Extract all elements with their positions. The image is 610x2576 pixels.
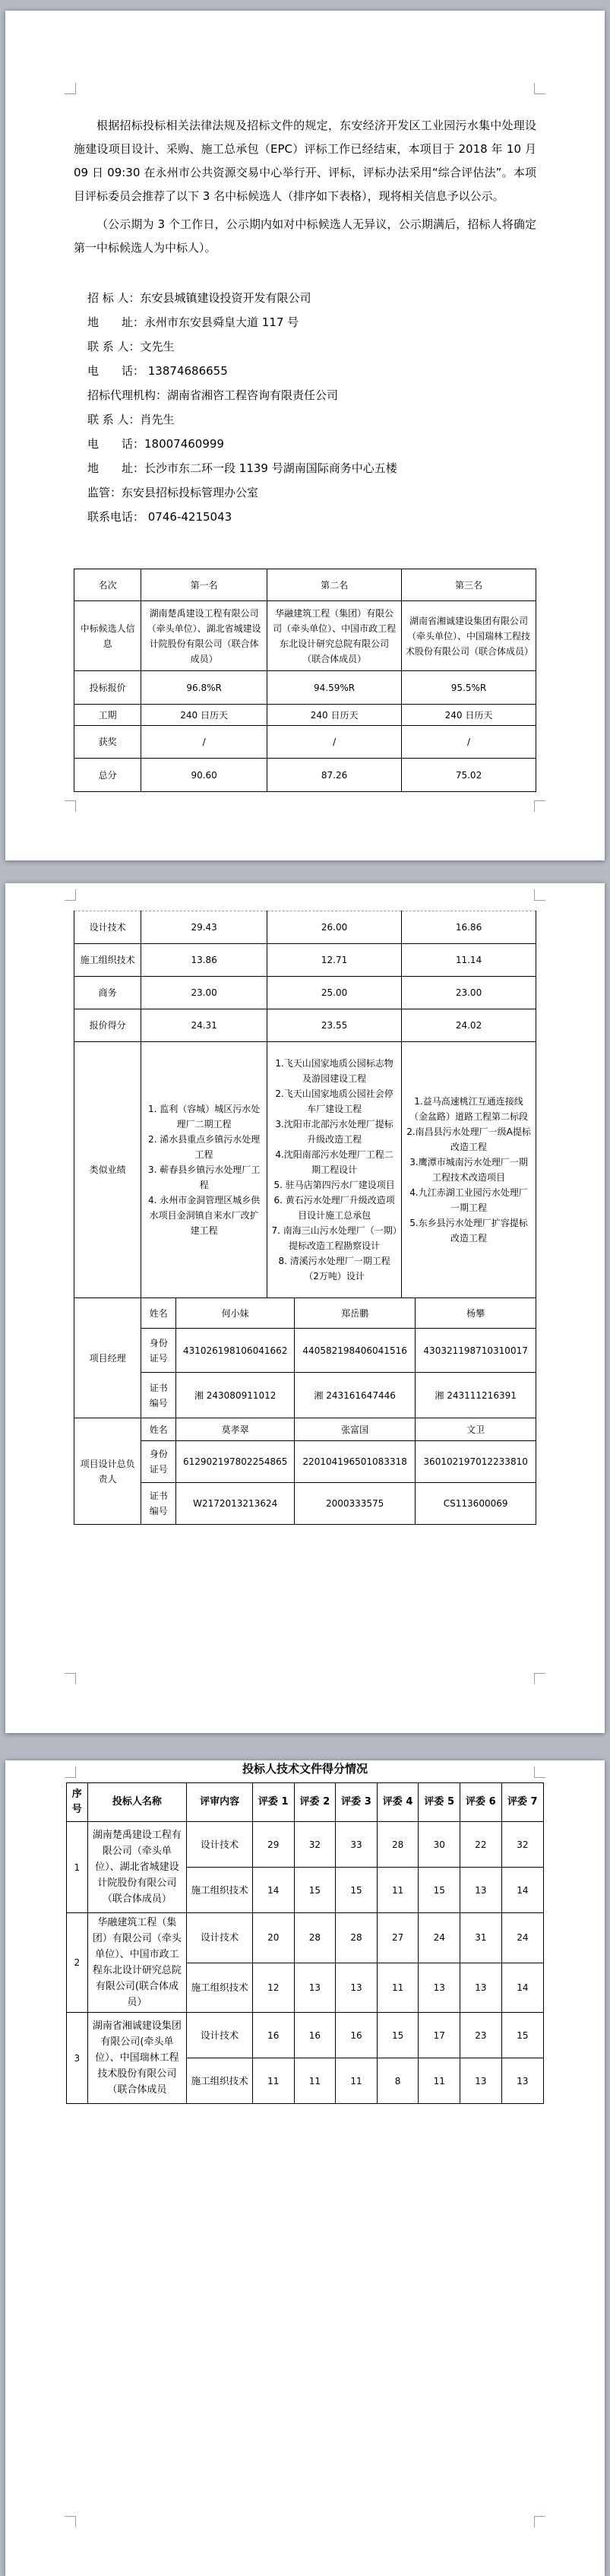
contact-line-phone: 电 话： 13874686655 bbox=[87, 364, 228, 378]
manager-id-3: 430321198710310017 bbox=[416, 1329, 536, 1373]
page-3[interactable] bbox=[5, 1760, 605, 2576]
price-score-2: 23.55 bbox=[267, 1009, 402, 1042]
commerce-1: 23.00 bbox=[141, 977, 267, 1009]
duration-1: 240 日历天 bbox=[141, 705, 267, 726]
performance-item: 1.益马高速桃江互通连接线（金盆路）道路工程第二标段 bbox=[409, 1096, 529, 1122]
performance-item: 7. 南海三山污水处理厂（一期）提标改造工程勘察设计 bbox=[271, 1225, 397, 1251]
contact-line-person: 联 系 人：文先生 bbox=[87, 340, 175, 353]
criteria-construction: 施工组织技术 bbox=[187, 1963, 253, 2013]
score-cell: 28 bbox=[336, 1913, 378, 1963]
sub-label-name: 姓名 bbox=[141, 1418, 176, 1441]
margin-crop-mark bbox=[534, 1673, 545, 1684]
score-cell: 32 bbox=[501, 1822, 543, 1868]
designer-cert-1: W2172013213624 bbox=[176, 1483, 295, 1525]
awards-3: / bbox=[402, 726, 536, 759]
score-cell: 13 bbox=[460, 1868, 502, 1913]
candidate-1-name: 湖南楚禹建设工程有限公司（牵头单位）、湖北省城建设计院股份有限公司（联合体成员） bbox=[141, 601, 267, 671]
construction-tech-1: 13.86 bbox=[141, 944, 267, 977]
row-label-total-score: 总分 bbox=[74, 759, 141, 792]
bid-price-3: 95.5%R bbox=[402, 671, 536, 705]
personnel-table bbox=[74, 1298, 536, 1525]
sub-label-name: 姓名 bbox=[141, 1298, 176, 1329]
manager-id-2: 440582198406041516 bbox=[295, 1329, 416, 1373]
contact-line-address: 地 址：永州市东安县舜皇大道 117 号 bbox=[87, 315, 299, 329]
criteria-design: 设计技术 bbox=[187, 1913, 253, 1963]
manager-cert-2: 湘 243161647446 bbox=[295, 1373, 416, 1418]
col-header-judge-6: 评委 6 bbox=[460, 1783, 502, 1822]
page-2-content bbox=[5, 883, 605, 1525]
row-label-chief-designer: 项目设计总负责人 bbox=[74, 1418, 141, 1525]
performance-item: 2. 浠水县重点乡镇污水处理工程 bbox=[148, 1134, 261, 1160]
manager-cert-3: 湘 243111216391 bbox=[416, 1373, 536, 1418]
manager-name-3: 杨攀 bbox=[416, 1298, 536, 1329]
score-cell: 12 bbox=[252, 1963, 294, 2013]
score-cell: 27 bbox=[377, 1913, 419, 1963]
score-cell: 16 bbox=[336, 2013, 378, 2058]
manager-id-1: 431026198106041662 bbox=[176, 1329, 295, 1373]
score-cell: 11 bbox=[252, 2058, 294, 2104]
performance-item: 3. 蕲春县乡镇污水处理厂工程 bbox=[148, 1164, 261, 1190]
performance-list-2 bbox=[267, 1042, 402, 1298]
row-label-construction-tech: 施工组织技术 bbox=[74, 944, 141, 977]
candidates-table bbox=[74, 569, 536, 792]
score-cell: 11 bbox=[336, 2058, 378, 2104]
price-score-3: 24.02 bbox=[402, 1009, 536, 1042]
bidder-3-name: 湖南省湘诚建设集团有限公司(牵头单位）、中国瑞林工程技术股份有限公司（联合体成员 bbox=[87, 2013, 187, 2104]
score-cell: 14 bbox=[501, 1963, 543, 2013]
performance-item: 4.九江赤湖工业园污水处理厂一期工程 bbox=[409, 1187, 528, 1213]
score-cell: 13 bbox=[419, 1963, 460, 2013]
margin-crop-mark bbox=[65, 2516, 76, 2527]
design-tech-3: 16.86 bbox=[402, 911, 536, 944]
score-cell: 24 bbox=[501, 1913, 543, 1963]
score-cell: 11 bbox=[377, 1963, 419, 2013]
duration-3: 240 日历天 bbox=[402, 705, 536, 726]
manager-name-2: 郑岳鹏 bbox=[295, 1298, 416, 1329]
score-cell: 17 bbox=[419, 2013, 460, 2058]
performance-item: 2.飞天山国家地质公园社会停车厂建设工程 bbox=[275, 1088, 393, 1114]
score-cell: 28 bbox=[294, 1913, 336, 1963]
margin-crop-mark bbox=[534, 800, 545, 812]
performance-list-1 bbox=[141, 1042, 267, 1298]
page-1-content bbox=[5, 11, 605, 792]
contact-line-agency: 招标代理机构：湖南省湘咨工程咨询有限责任公司 bbox=[87, 388, 339, 402]
performance-item: 3.鹰潭市城南污水处理厂一期工程技术改造项目 bbox=[409, 1157, 528, 1183]
score-cell: 13 bbox=[501, 2058, 543, 2104]
score-cell: 15 bbox=[336, 1868, 378, 1913]
notice-paragraph: 根据招标投标相关法律法规及招标文件的规定，东安经济开发区工业园污水集中处理设施建设项目设计、采购、施工总承包（EPC）评标工作已经结束，本项目于 2018 年 10 月 09 日 09:30 在永州市公共资源交易中心举行开、评标，评标办法采用“综合评估法”。本项目评标委员会推荐了以下 3 名中标候选人（排序如下表格），现将相关信息予以公示。 bbox=[74, 119, 536, 203]
candidate-2-name: 华融建筑工程（集团）有限公司（牵头单位）、中国市政工程东北设计研究总院有限公司（联合体成员） bbox=[267, 601, 402, 671]
construction-tech-3: 11.14 bbox=[402, 944, 536, 977]
score-cell: 15 bbox=[377, 2013, 419, 2058]
performance-item: 6. 黄石污水处理厂升级改造项目设计施工总承包 bbox=[273, 1195, 395, 1221]
candidate-3-name: 湖南省湘诚建设集团有限公司（牵头单位）、中国瑞林工程技术股份有限公司（联合体成员） bbox=[402, 601, 536, 671]
row-label-duration: 工期 bbox=[74, 705, 141, 726]
contact-line-address2: 地 址：长沙市东二环一段 1139 号湖南国际商务中心五楼 bbox=[87, 461, 397, 475]
manager-cert-1: 湘 243080911012 bbox=[176, 1373, 295, 1418]
table-header-first: 第一名 bbox=[141, 569, 267, 601]
design-tech-2: 26.00 bbox=[267, 911, 402, 944]
score-cell: 33 bbox=[336, 1822, 378, 1868]
score-cell: 13 bbox=[294, 1963, 336, 2013]
score-cell: 32 bbox=[294, 1822, 336, 1868]
designer-name-1: 莫孝翠 bbox=[176, 1418, 295, 1441]
score-cell: 16 bbox=[294, 2013, 336, 2058]
bidder-1-name: 湖南楚禹建设工程有限公司（牵头单位）、湖北省城建设计院股份有限公司（联合体成员） bbox=[87, 1822, 187, 1913]
score-cell: 14 bbox=[252, 1868, 294, 1913]
bidder-1-no: 1 bbox=[67, 1822, 88, 1913]
row-label-price-score: 报价得分 bbox=[74, 1009, 141, 1042]
score-cell: 11 bbox=[377, 1868, 419, 1913]
page-1[interactable] bbox=[5, 11, 605, 860]
performance-item: 5. 驻马店第四污水厂建设项目 bbox=[273, 1180, 395, 1190]
col-header-judge-7: 评委 7 bbox=[501, 1783, 543, 1822]
col-header-judge-5: 评委 5 bbox=[419, 1783, 460, 1822]
score-cell: 13 bbox=[460, 2058, 502, 2104]
contact-block bbox=[74, 286, 536, 529]
bid-price-1: 96.8%R bbox=[141, 671, 267, 705]
contact-line-phone2: 电 话：18007460999 bbox=[87, 437, 224, 451]
sub-label-id-number: 身份证号 bbox=[141, 1329, 176, 1373]
score-cell: 24 bbox=[419, 1913, 460, 1963]
publicity-period-paragraph: （公示期为 3 个工作日，公示期内如对中标候选人无异议，公示期满后，招标人将确定第一中标候选人为中标人）。 bbox=[74, 217, 536, 255]
table-header-rank: 名次 bbox=[74, 569, 141, 601]
sub-label-cert-number: 证书编号 bbox=[141, 1373, 176, 1418]
designer-id-3: 360102197012233810 bbox=[416, 1441, 536, 1483]
total-score-2: 87.26 bbox=[267, 759, 402, 792]
total-score-1: 90.60 bbox=[141, 759, 267, 792]
construction-tech-2: 12.71 bbox=[267, 944, 402, 977]
row-label-awards: 获奖 bbox=[74, 726, 141, 759]
col-header-bidder: 投标人名称 bbox=[87, 1783, 187, 1822]
awards-1: / bbox=[141, 726, 267, 759]
performance-item: 1.飞天山国家地质公园标志物及游园建设工程 bbox=[275, 1058, 393, 1084]
row-label-project-manager: 项目经理 bbox=[74, 1298, 141, 1418]
performance-item: 8. 清溪污水处理厂一期工程（2万吨）设计 bbox=[278, 1256, 390, 1282]
row-label-similar-performance: 类似业绩 bbox=[74, 1042, 141, 1298]
row-label-design-tech: 设计技术 bbox=[74, 911, 141, 944]
score-cell: 23 bbox=[460, 2013, 502, 2058]
designer-cert-3: CS113600069 bbox=[416, 1483, 536, 1525]
contact-line-phone3: 联系电话： 0746-4215043 bbox=[87, 510, 232, 524]
row-label-candidates: 中标候选人信息 bbox=[74, 601, 141, 671]
score-cell: 13 bbox=[460, 1963, 502, 2013]
col-header-judge-2: 评委 2 bbox=[294, 1783, 336, 1822]
score-cell: 29 bbox=[252, 1822, 294, 1868]
performance-item: 1. 监利（容城）城区污水处理厂二期工程 bbox=[148, 1104, 261, 1130]
performance-item: 5.东乡县污水处理厂扩容提标改造工程 bbox=[409, 1218, 528, 1244]
score-cell: 31 bbox=[460, 1913, 502, 1963]
col-header-judge-4: 评委 4 bbox=[377, 1783, 419, 1822]
total-score-3: 75.02 bbox=[402, 759, 536, 792]
page-3-content bbox=[5, 1760, 605, 2104]
contact-line-tenderer: 招 标 人：东安县城镇建设投资开发有限公司 bbox=[87, 291, 311, 305]
table-header-third: 第三名 bbox=[402, 569, 536, 601]
criteria-design: 设计技术 bbox=[187, 2013, 253, 2058]
score-cell: 20 bbox=[252, 1913, 294, 1963]
performance-item: 4.沈阳南部污水处理厂工程二期工程设计 bbox=[275, 1149, 393, 1175]
commerce-3: 23.00 bbox=[402, 977, 536, 1009]
manager-name-1: 何小妹 bbox=[176, 1298, 295, 1329]
scores-continuation-table bbox=[74, 911, 536, 1298]
margin-crop-mark bbox=[534, 2516, 545, 2527]
score-cell: 14 bbox=[501, 1868, 543, 1913]
score-cell: 15 bbox=[294, 1868, 336, 1913]
table-header-second: 第二名 bbox=[267, 569, 402, 601]
technical-score-title: 投标人技术文件得分情况 bbox=[242, 1762, 368, 1776]
score-cell: 11 bbox=[419, 2058, 460, 2104]
bid-price-2: 94.59%R bbox=[267, 671, 402, 705]
col-header-criteria: 评审内容 bbox=[187, 1783, 253, 1822]
awards-2: / bbox=[267, 726, 402, 759]
page-2[interactable] bbox=[5, 883, 605, 1733]
performance-item: 2.南昌县污水处理厂一级A提标改造工程 bbox=[406, 1126, 531, 1152]
col-header-judge-3: 评委 3 bbox=[336, 1783, 378, 1822]
designer-id-1: 612902197802254865 bbox=[176, 1441, 295, 1483]
margin-crop-mark bbox=[65, 1673, 76, 1684]
row-label-commerce: 商务 bbox=[74, 977, 141, 1009]
criteria-design: 设计技术 bbox=[187, 1822, 253, 1868]
contact-line-supervisor: 监管：东安县招标投标管理办公室 bbox=[87, 486, 259, 499]
criteria-construction: 施工组织技术 bbox=[187, 2058, 253, 2104]
sub-label-cert-number: 证书编号 bbox=[141, 1483, 176, 1525]
score-cell: 16 bbox=[252, 2013, 294, 2058]
bidder-2-name: 华融建筑工程（集团）有限公司（牵头单位）、中国市政工程东北设计研究总院有限公司(联合体成员） bbox=[87, 1913, 187, 2013]
bidder-3-no: 3 bbox=[67, 2013, 88, 2104]
row-label-bid-price: 投标报价 bbox=[74, 671, 141, 705]
bidder-2-no: 2 bbox=[67, 1913, 88, 2013]
sub-label-id-number: 身份证号 bbox=[141, 1441, 176, 1483]
col-header-judge-1: 评委 1 bbox=[252, 1783, 294, 1822]
designer-id-2: 220104196501083318 bbox=[295, 1441, 416, 1483]
performance-item: 4. 永州市金洞管理区城乡供水项目金洞镇自来水厂改扩建工程 bbox=[148, 1195, 261, 1236]
technical-score-table bbox=[66, 1782, 544, 2104]
score-cell: 15 bbox=[501, 2013, 543, 2058]
score-cell: 13 bbox=[336, 1963, 378, 2013]
performance-list-3 bbox=[402, 1042, 536, 1298]
score-cell: 22 bbox=[460, 1822, 502, 1868]
designer-name-3: 文卫 bbox=[416, 1418, 536, 1441]
design-tech-1: 29.43 bbox=[141, 911, 267, 944]
contact-line-person2: 联 系 人：肖先生 bbox=[87, 413, 175, 426]
duration-2: 240 日历天 bbox=[267, 705, 402, 726]
margin-crop-mark bbox=[65, 800, 76, 812]
score-cell: 30 bbox=[419, 1822, 460, 1868]
performance-item: 3.沈阳市北部污水处理厂提标升级改造工程 bbox=[275, 1119, 393, 1145]
score-cell: 15 bbox=[419, 1868, 460, 1913]
commerce-2: 25.00 bbox=[267, 977, 402, 1009]
designer-cert-2: 2000333575 bbox=[295, 1483, 416, 1525]
price-score-1: 24.31 bbox=[141, 1009, 267, 1042]
col-header-no: 序号 bbox=[67, 1783, 88, 1822]
score-cell: 28 bbox=[377, 1822, 419, 1868]
score-cell: 8 bbox=[377, 2058, 419, 2104]
designer-name-2: 张富国 bbox=[295, 1418, 416, 1441]
criteria-construction: 施工组织技术 bbox=[187, 1868, 253, 1913]
score-cell: 11 bbox=[294, 2058, 336, 2104]
